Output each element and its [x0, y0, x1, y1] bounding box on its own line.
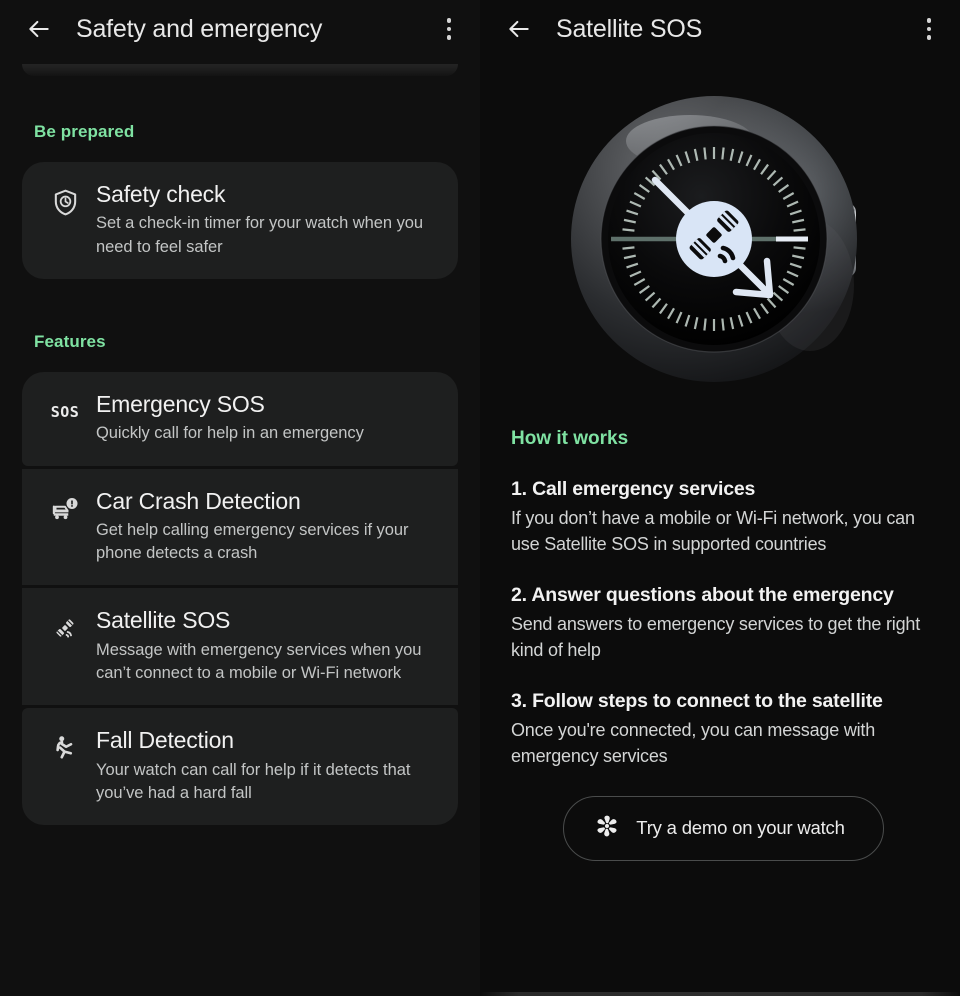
step-description: Once you're connected, you can message with emergency services	[511, 719, 876, 767]
demo-button-row	[511, 796, 936, 861]
section-heading-be-prepared: Be prepared	[34, 122, 135, 141]
sos-icon-label: SOS	[50, 402, 80, 421]
list-item-title: Fall Detection	[96, 727, 234, 754]
card-group-features	[22, 372, 458, 825]
list-item-fall-detection[interactable]	[22, 708, 458, 825]
more-vert-icon	[447, 35, 452, 40]
step-2	[511, 584, 936, 664]
more-vert-icon	[447, 18, 452, 23]
list-item-satellite-sos[interactable]	[22, 588, 458, 705]
step-3	[511, 690, 936, 770]
demo-flower-icon	[594, 813, 620, 844]
list-item-text	[96, 180, 440, 259]
step-title: 2. Answer questions about the emergency	[511, 583, 894, 606]
how-it-works-heading: How it works	[511, 428, 629, 449]
list-item-title: Safety check	[96, 181, 226, 207]
try-demo-label: Try a demo on your watch	[636, 817, 845, 839]
overflow-menu-button[interactable]	[912, 12, 946, 46]
back-button[interactable]	[502, 12, 536, 46]
step-1	[511, 478, 936, 558]
list-item-text	[96, 487, 440, 566]
right-pane-satellite-sos	[480, 0, 960, 996]
list-item-emergency-sos[interactable]	[22, 372, 458, 466]
list-item-subtitle: Set a check-in timer for your watch when you need to feel safer	[96, 214, 424, 256]
pixel-watch-satellite-pointing-illustration	[564, 89, 876, 387]
more-vert-icon	[927, 18, 932, 23]
sos-icon	[34, 390, 96, 430]
how-it-works-steps	[480, 478, 960, 861]
arrow-back-icon	[506, 16, 532, 42]
shield-clock-icon	[34, 180, 96, 220]
list-item-subtitle: Quickly call for help in an emergency	[96, 424, 364, 443]
right-page-title: Satellite SOS	[556, 14, 703, 43]
list-item-subtitle: Your watch can call for help if it detects that you’ve had a hard fall	[96, 760, 411, 802]
list-item-text	[96, 606, 440, 685]
list-item-car-crash-detection[interactable]	[22, 469, 458, 586]
car-crash-icon	[34, 487, 96, 527]
list-item-text	[96, 726, 440, 805]
list-item-title: Satellite SOS	[96, 607, 231, 634]
step-description: Send answers to emergency services to get the right kind of help	[511, 613, 921, 661]
satellite-icon	[34, 606, 96, 646]
left-page-title: Safety and emergency	[76, 14, 323, 43]
list-item-subtitle: Message with emergency services when you can’t connect to a mobile or Wi-Fi network	[96, 640, 422, 683]
bottom-edge-highlight	[480, 992, 960, 996]
right-app-bar	[480, 0, 960, 58]
list-item-title: Emergency SOS	[96, 390, 265, 417]
try-demo-on-watch-button[interactable]	[563, 796, 883, 861]
step-description: If you don’t have a mobile or Wi-Fi network, you can use Satellite SOS in supported countries	[511, 508, 915, 555]
partial-card-above[interactable]	[22, 64, 458, 76]
list-item-subtitle: Get help calling emergency services if your phone detects a crash	[96, 520, 409, 563]
list-item-safety-check[interactable]	[22, 162, 458, 279]
more-vert-icon	[927, 35, 932, 40]
more-vert-icon	[927, 27, 932, 32]
arrow-back-icon	[26, 16, 52, 42]
fall-detection-icon	[34, 726, 96, 766]
step-title: 3. Follow steps to connect to the satellite	[511, 689, 883, 712]
list-item-text	[96, 390, 440, 446]
hero-illustration	[480, 58, 960, 418]
card-group-be-prepared	[22, 162, 458, 279]
more-vert-icon	[447, 27, 452, 32]
left-app-bar	[0, 0, 480, 58]
step-title: 1. Call emergency services	[511, 478, 756, 500]
section-heading-features: Features	[34, 331, 106, 351]
left-scroll-container[interactable]	[0, 64, 480, 825]
list-item-title: Car Crash Detection	[96, 487, 301, 514]
back-button[interactable]	[22, 12, 56, 46]
overflow-menu-button[interactable]	[432, 12, 466, 46]
